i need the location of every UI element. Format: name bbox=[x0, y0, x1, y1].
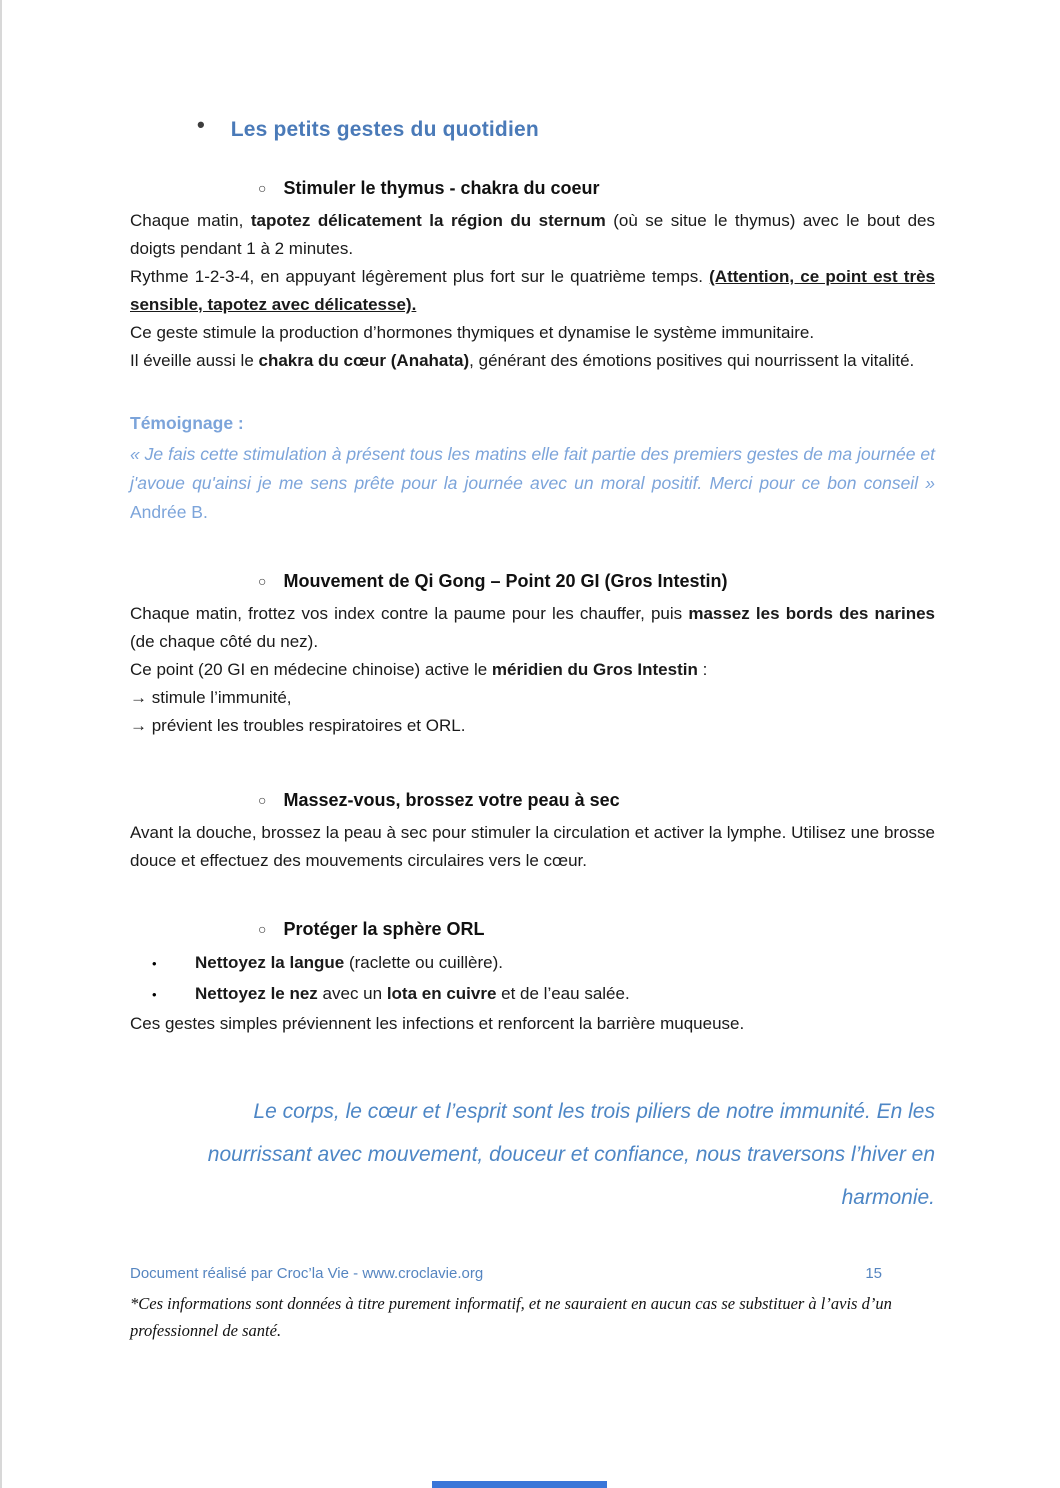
circle-bullet-icon: ○ bbox=[258, 573, 267, 589]
text-segment: (où se situe le thymus) avec le bout des doigts pendant 1 à 2 minutes. bbox=[130, 211, 935, 258]
section-heading-orl bbox=[258, 919, 935, 940]
bottom-taskbar-fragment bbox=[432, 1481, 607, 1488]
arrow-line-orl: → prévient les troubles respiratoires et ORL. bbox=[130, 716, 466, 735]
paragraph-thymus-3: Ce geste stimule la production d’hormones thymiques et dynamise le système immunitaire. bbox=[130, 323, 815, 342]
paragraph-thymus-4 bbox=[130, 347, 935, 375]
paragraph-orl: Ces gestes simples préviennent les infections et renforcent la barrière muqueuse. bbox=[130, 1014, 745, 1033]
text-segment: et de l’eau salée. bbox=[496, 984, 630, 1003]
paragraph-thymus-2 bbox=[130, 263, 935, 319]
page-number: 15 bbox=[865, 1265, 882, 1282]
text-segment: avec un bbox=[317, 984, 387, 1003]
closing-quote: Le corps, le cœur et l’esprit sont les trois piliers de notre immunité. En les nourrissant avec mouvement, douceur et confiance, nous traversons l’hiver en harmonie. bbox=[207, 1100, 935, 1209]
page-title: Les petits gestes du quotidien bbox=[230, 118, 539, 141]
section-heading-label: Stimuler le thymus - chakra du coeur bbox=[283, 178, 600, 198]
paragraph-qigong-1 bbox=[130, 600, 935, 656]
text-segment-bold: méridien du Gros Intestin bbox=[491, 660, 698, 679]
testimonial-label: Témoignage : bbox=[130, 413, 244, 433]
section-heading-brossage bbox=[258, 790, 935, 811]
text-segment: Chaque matin, frottez vos index contre la paume pour les chauffer, puis bbox=[130, 604, 689, 623]
list-bullet-icon: • bbox=[152, 987, 157, 1002]
orl-list bbox=[130, 948, 935, 1010]
circle-bullet-icon: ○ bbox=[258, 180, 267, 196]
bullet-icon: • bbox=[197, 112, 205, 137]
list-item-text bbox=[195, 948, 503, 978]
circle-bullet-icon: ○ bbox=[258, 921, 267, 937]
paragraph-thymus-1 bbox=[130, 207, 935, 263]
list-item-langue bbox=[130, 948, 935, 979]
testimonial-author: Andrée B. bbox=[130, 502, 208, 522]
text-segment-bold: massez les bords des narines bbox=[688, 604, 935, 623]
text-segment-bold: lota en cuivre bbox=[386, 984, 497, 1003]
text-segment-bold: Nettoyez le nez bbox=[195, 984, 318, 1003]
section-heading-thymus bbox=[258, 178, 935, 199]
text-segment: Chaque matin, bbox=[130, 211, 251, 230]
circle-bullet-icon: ○ bbox=[258, 792, 267, 808]
arrow-line-immunity: → stimule l’immunité, bbox=[130, 688, 292, 707]
title-row bbox=[197, 112, 935, 142]
footer-disclaimer: *Ces informations sont données à titre purement informatif, et ne sauraient en aucun cas se substituer à l’avis d’un professionnel de santé. bbox=[130, 1294, 892, 1340]
paragraph-brossage: Avant la douche, brossez la peau à sec pour stimuler la circulation et activer la lymphe. Utilisez une brosse douce et effectuez des mouvements circulaires vers le cœur. bbox=[130, 823, 935, 870]
text-segment: Il éveille aussi le bbox=[130, 351, 259, 370]
testimonial-text: « Je fais cette stimulation à présent tous les matins elle fait partie des premiers gestes de ma journée et j'avoue qu'ainsi je me sens prête pour la journée avec un moral positif. Merci pour ce bon conseil » bbox=[130, 444, 935, 493]
text-segment: : bbox=[697, 660, 708, 679]
section-heading-label: Massez-vous, brossez votre peau à sec bbox=[283, 790, 620, 810]
text-segment: (de chaque côté du nez). bbox=[130, 632, 319, 651]
text-segment-bold: tapotez délicatement la région du sternum bbox=[250, 211, 606, 230]
text-segment: , générant des émotions positives qui nourrissent la vitalité. bbox=[469, 351, 915, 370]
list-bullet-icon: • bbox=[152, 956, 157, 971]
section-heading-qigong bbox=[258, 571, 935, 592]
text-segment-bold: chakra du cœur (Anahata) bbox=[258, 351, 470, 370]
footer-credit: Document réalisé par Croc’la Vie - www.croclavie.org bbox=[130, 1265, 484, 1282]
text-segment-bold: Nettoyez la langue bbox=[195, 953, 345, 972]
list-item-nez bbox=[130, 979, 935, 1010]
document-content bbox=[2, 0, 1060, 1344]
text-segment-bold-underline: (Attention, ce point est très sensible, tapotez avec délicatesse). bbox=[130, 267, 935, 314]
footer bbox=[130, 1265, 935, 1282]
list-item-text bbox=[195, 979, 630, 1009]
testimonial-quote bbox=[130, 440, 935, 527]
text-segment: Rythme 1-2-3-4, en appuyant légèrement plus fort sur le quatrième temps. bbox=[130, 267, 710, 286]
section-heading-label: Mouvement de Qi Gong – Point 20 GI (Gros Intestin) bbox=[283, 571, 728, 591]
text-segment: Ce point (20 GI en médecine chinoise) active le bbox=[130, 660, 492, 679]
text-segment: (raclette ou cuillère). bbox=[344, 953, 503, 972]
section-heading-label: Protéger la sphère ORL bbox=[283, 919, 485, 939]
paragraph-qigong-2 bbox=[130, 656, 935, 684]
